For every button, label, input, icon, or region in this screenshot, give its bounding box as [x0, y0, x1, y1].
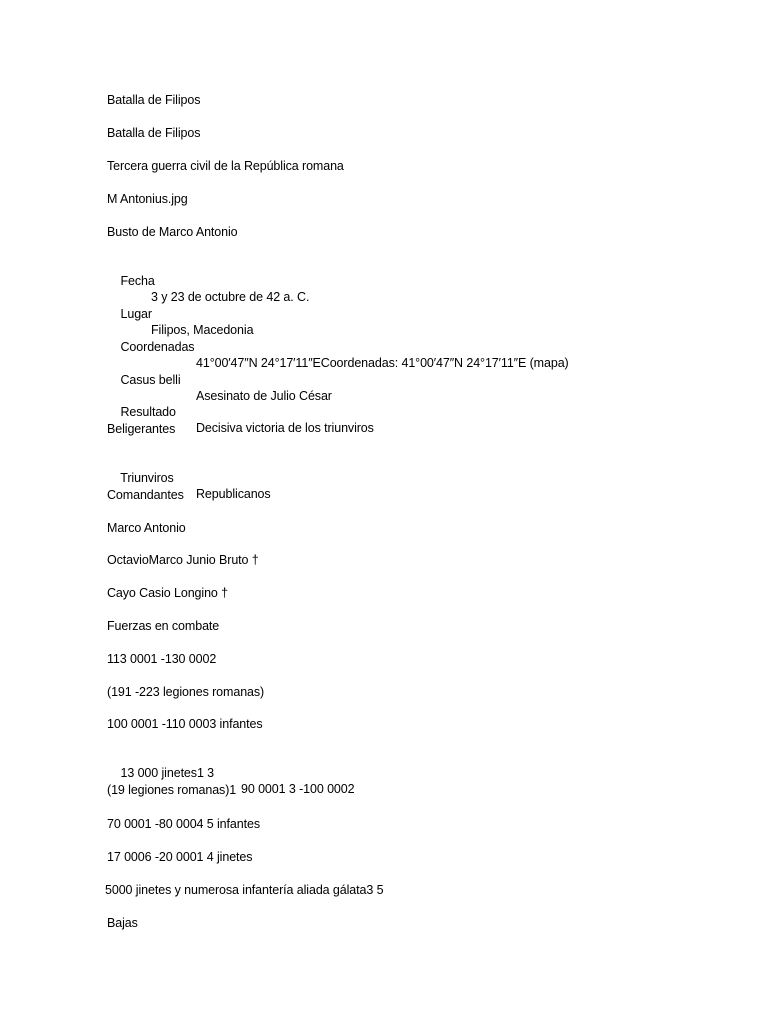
doc-title: Batalla de Filipos: [107, 93, 201, 107]
doc-heading: Batalla de Filipos: [107, 126, 201, 140]
forces-line-4: [107, 749, 355, 813]
casus-label: Casus belli: [120, 373, 181, 387]
forces-line-4-left: 13 000 jinetes1 3: [120, 766, 215, 780]
doc-subtitle: Tercera guerra civil de la República romana: [107, 159, 344, 173]
resultado-label: Resultado: [120, 405, 176, 419]
commander-marco-antonio: Marco Antonio: [107, 521, 186, 535]
sides-row: [107, 454, 271, 518]
image-filename: M Antonius.jpg: [107, 192, 188, 206]
fecha-value: 3 y 23 de octubre de 42 a. C.: [151, 290, 310, 304]
lugar-label: Lugar: [120, 307, 152, 321]
comandantes-heading: Comandantes: [107, 488, 184, 502]
bajas-heading: Bajas: [107, 916, 138, 930]
forces-line-3: 100 0001 -110 0003 infantes: [107, 717, 263, 731]
forces-line-8: 5000 jinetes y numerosa infantería aliada gálata3 5: [105, 883, 384, 897]
forces-line-6: 70 0001 -80 0004 5 infantes: [107, 817, 260, 831]
fuerzas-heading: Fuerzas en combate: [107, 619, 220, 633]
coordenadas-value: 41°00′47″N 24°17′11″ECoordenadas: 41°00′47″N 24°17′11″E (mapa): [196, 356, 569, 370]
beligerantes-heading: Beligerantes: [107, 422, 176, 436]
forces-line-2: (191 -223 legiones romanas): [107, 685, 265, 699]
forces-line-5: (19 legiones romanas)1: [107, 783, 237, 797]
fecha-label: Fecha: [120, 274, 155, 288]
lugar-value: Filipos, Macedonia: [151, 323, 254, 337]
resultado-value: Decisiva victoria de los triunviros: [196, 421, 374, 435]
triunviros-label: Triunviros: [120, 471, 174, 485]
image-caption: Busto de Marco Antonio: [107, 225, 238, 239]
casus-value: Asesinato de Julio César: [196, 389, 332, 403]
forces-line-4-right: 90 0001 3 -100 0002: [241, 782, 355, 796]
forces-line-7: 17 0006 -20 0001 4 jinetes: [107, 850, 253, 864]
commander-octavio-bruto: OctavioMarco Junio Bruto †: [107, 553, 259, 567]
forces-line-1: 113 0001 -130 0002: [107, 652, 217, 666]
coordenadas-label: Coordenadas: [120, 340, 195, 354]
commander-casio: Cayo Casio Longino †: [107, 586, 228, 600]
republicanos-label: Republicanos: [196, 487, 271, 501]
